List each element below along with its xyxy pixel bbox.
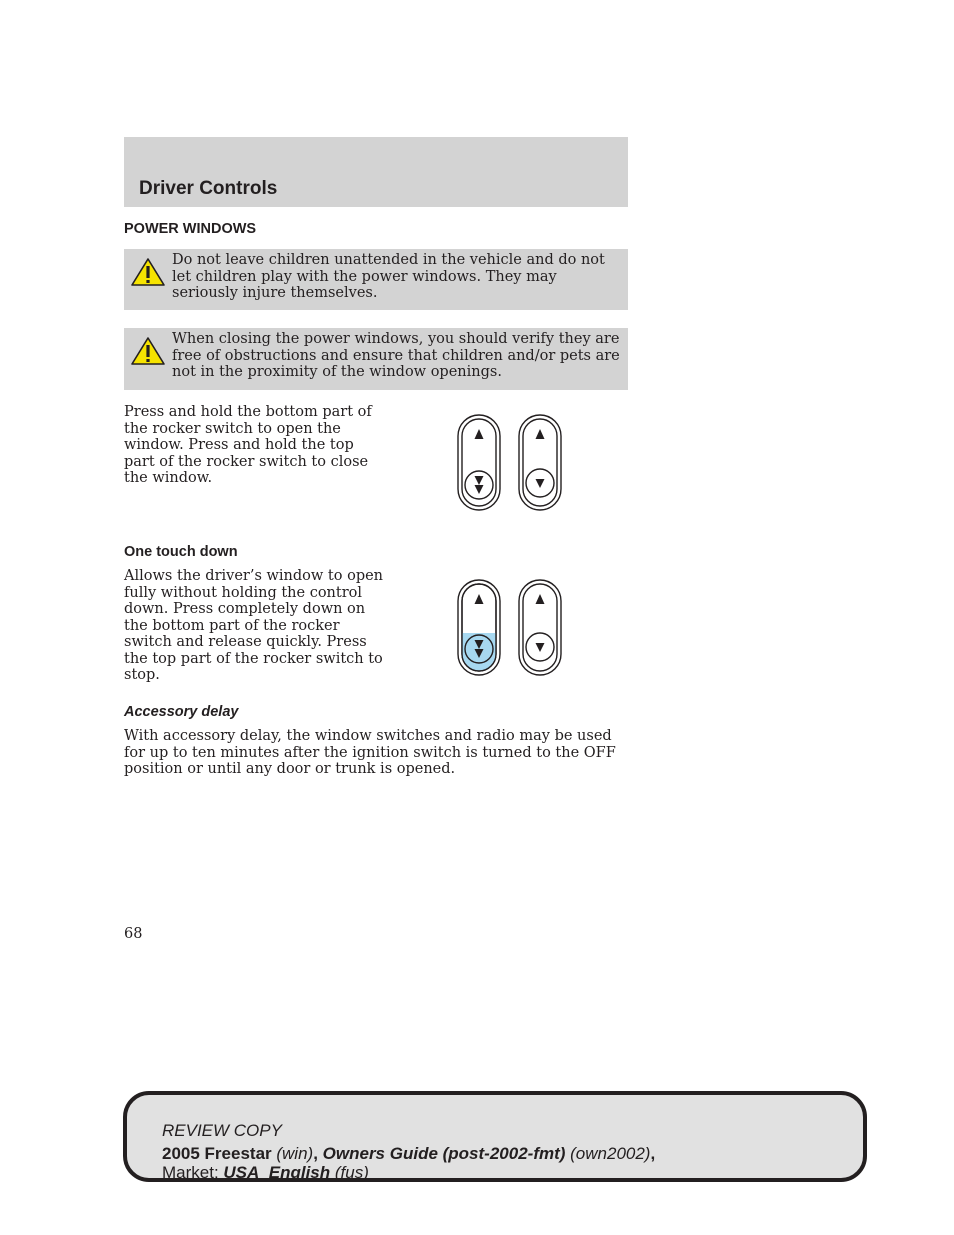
page-number: 68 — [124, 926, 143, 942]
rocker-switch-figure-one-touch — [450, 575, 570, 679]
review-copy-footer — [123, 1091, 867, 1182]
warning-box-obstructions — [124, 328, 628, 390]
footer-guide-code: (own2002) — [565, 1144, 651, 1163]
warning-box-children — [124, 249, 628, 310]
warning-text: When closing the power windows, you should verify they are free of obstructions and ensure that children and/or pets are not in the proximity of the window openings. — [172, 331, 620, 380]
warning-triangle-icon — [130, 336, 166, 366]
power-windows-heading: POWER WINDOWS — [124, 221, 257, 237]
warning-triangle-icon — [130, 257, 166, 287]
footer-document-line: 2005 Freestar (win), Owners Guide (post-2002-fmt) (own2002), — [162, 1144, 656, 1163]
accessory-delay-text: With accessory delay, the window switches and radio may be used for up to ten minutes after the ignition switch is turned to the OFF position or until any door or trunk is opened. — [124, 728, 616, 777]
review-copy-label: REVIEW COPY — [162, 1121, 282, 1140]
warning-text: Do not leave children unattended in the vehicle and do not let children play with the power windows. They may seriously injure themselves. — [172, 252, 605, 301]
one-touch-down-heading: One touch down — [124, 544, 238, 560]
section-title: Driver Controls — [139, 178, 278, 199]
accessory-delay-heading: Accessory delay — [124, 704, 239, 720]
footer-market: USA_English — [223, 1163, 331, 1182]
rocker-switch-figure — [450, 410, 570, 514]
rocker-switch-passenger — [519, 415, 561, 510]
footer-model: 2005 Freestar — [162, 1144, 272, 1163]
footer-market-label: Market: — [162, 1163, 224, 1182]
power-windows-instruction: Press and hold the bottom part of the rocker switch to open the window. Press and hold the top part of the rocker switch to close the window. — [124, 404, 372, 486]
one-touch-down-text: Allows the driver’s window to open fully without holding the control down. Press completely down on the bottom part of the rocker switch and release quickly. Press the top part of the rocker switch to stop. — [124, 568, 384, 683]
footer-model-code: (win) — [271, 1144, 314, 1163]
rocker-switch-driver — [458, 580, 500, 675]
rocker-switch-passenger — [519, 580, 561, 675]
rocker-switch-driver — [458, 415, 500, 510]
footer-market-code: (fus) — [330, 1163, 369, 1182]
section-header — [124, 137, 628, 207]
footer-market-line — [162, 1163, 369, 1183]
footer-guide: Owners Guide (post-2002-fmt) — [322, 1144, 566, 1163]
